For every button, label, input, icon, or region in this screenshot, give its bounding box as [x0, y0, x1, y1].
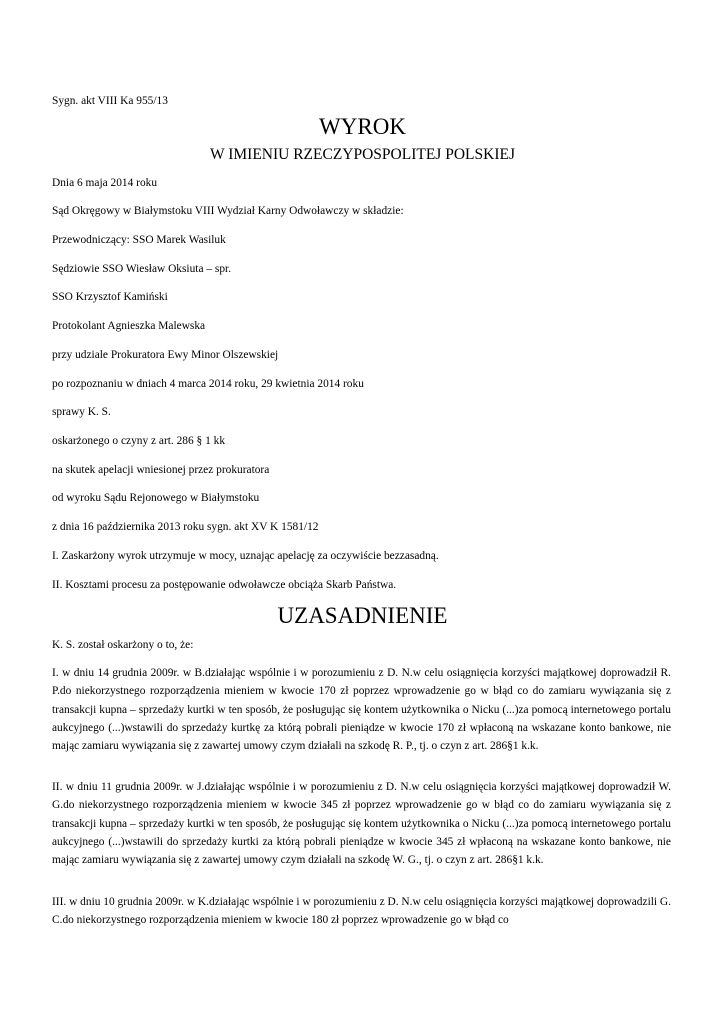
charge-paragraph-1: I. w dniu 14 grudnia 2009r. w B.działając wspólnie i w porozumieniu z D. N.w celu osiągnięcia korzyści majątkowej doprowadził R. P.do niekorzystnego rozporządzenia mieniem w kwocie 170 zł poprzez wprowadzenie go w błąd co do zamiaru wywiązania się z transakcji kupna – sprzedaży kurtki w ten sposób, że posługując się kontem użytkownika o Nicku (...)za pomocą internetowego portalu aukcyjnego (...)wstawili do sprzedaży kurtkę za którą pobrali pieniądze w kwocie 170 zł wpłaconą na wskazane konto bankowe, nie mając zamiaru wywiązania się z zawartej umowy czym działali na szkodę R. P., tj. o czyn z art. 286§1 k.k. [52, 667, 671, 753]
prosecutor: przy udziale Prokuratora Ewy Minor Olszewskiej [52, 349, 279, 361]
justification-title: UZASADNIENIE [277, 603, 448, 628]
ruling-point-1: I. Zaskarżony wyrok utrzymuje w mocy, uznając apelację za oczywiście bezzasadną. [52, 550, 439, 562]
case-signature: Sygn. akt VIII Ka 955/13 [52, 95, 168, 107]
charge-paragraph-2: II. w dniu 11 grudnia 2009r. w J.działając wspólnie i w porozumieniu z D. N.w celu osiągnięcia korzyści majątkowej doprowadził W. G.do niekorzystnego rozporządzenia mieniem w kwocie 345 zł poprzez wprowadzenie go w błąd co do zamiaru wywiązania się z transakcji kupna – sprzedaży kurtki w ten sposób, że posługując się kontem użytkownika o Nicku (...)za pomocą internetowego portalu aukcyjnego (...)wstawili do sprzedaży kurtki za którą pobrali pieniądze w kwocie 345 zł wpłaconą na wskazane konto bankowe, nie mając zamiaru wywiązania się z zawartej umowy czym działali na szkodę W. G., tj. o czyn z art. 286§1 k.k. [52, 781, 671, 867]
ruling-point-2: II. Kosztami procesu za postępowanie odwoławcze obciąża Skarb Państwa. [52, 579, 397, 591]
charges: oskarżonego o czyny z art. 286 § 1 kk [52, 435, 226, 447]
lower-court-date: z dnia 16 października 2013 roku sygn. akt XV K 1581/12 [52, 521, 319, 533]
clerk: Protokolant Agnieszka Malewska [52, 320, 206, 332]
lower-court: od wyroku Sądu Rejonowego w Białymstoku [52, 492, 260, 504]
hearing-dates: po rozpoznaniu w dniach 4 marca 2014 roku, 29 kwietnia 2014 roku [52, 378, 364, 390]
judgment-date: Dnia 6 maja 2014 roku [52, 177, 158, 189]
case-party: sprawy K. S. [52, 406, 111, 418]
court-composition: Sąd Okręgowy w Białymstoku VIII Wydział Karny Odwoławczy w składzie: [52, 205, 404, 217]
judge-second: SSO Krzysztof Kamiński [52, 291, 168, 303]
charge-paragraph-3: III. w dniu 10 grudnia 2009r. w K.działając wspólnie i w porozumieniu z D. N.w celu osiągnięcia korzyści majątkowej doprowadzili G. C.do niekorzystnego rozporządzenia mieniem w kwocie 180 zł poprzez wprowadzenie go w błąd co [52, 896, 671, 927]
appeal-basis: na skutek apelacji wniesionej przez prokuratora [52, 464, 270, 476]
presiding-judge: Przewodniczący: SSO Marek Wasiluk [52, 234, 226, 246]
justification-intro: K. S. został oskarżony o to, że: [52, 639, 194, 651]
document-subtitle: W IMIENIU RZECZYPOSPOLITEJ POLSKIEJ [210, 146, 515, 163]
judges: Sędziowie SSO Wiesław Oksiuta – spr. [52, 263, 232, 275]
document-title: WYROK [319, 114, 406, 139]
